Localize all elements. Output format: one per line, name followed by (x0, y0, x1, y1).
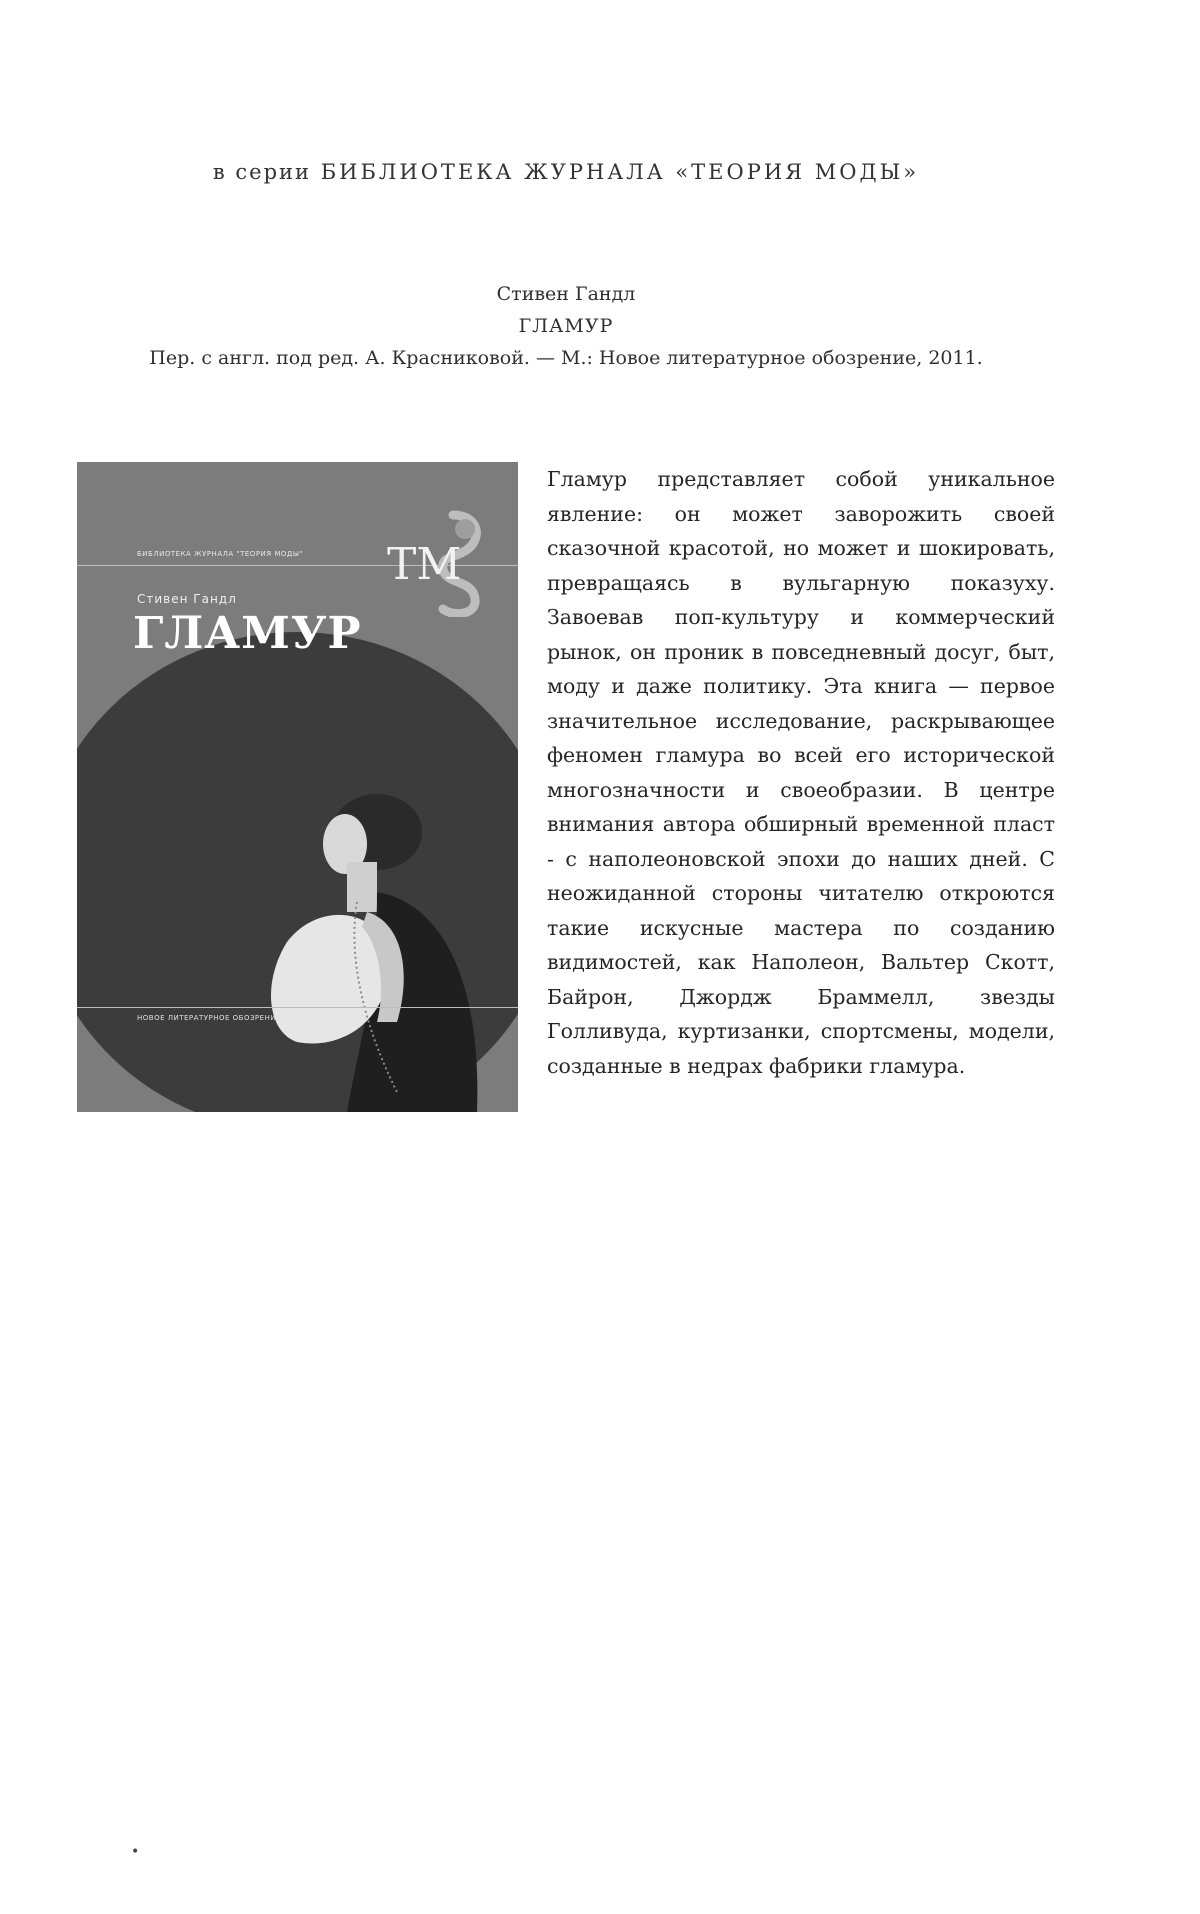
series-prefix: в серии (212, 160, 312, 184)
book-author: Стивен Гандл (496, 283, 636, 305)
book-title: ГЛАМУР (518, 315, 614, 337)
cover-logo-text: TM (387, 539, 462, 590)
series-name: БИБЛИОТЕКА ЖУРНАЛА «ТЕОРИЯ МОДЫ» (320, 160, 920, 184)
book-annotation: Гламур представляет собой уникальное явление: он может заворожить своей сказочной красотой, но может и шокировать, превращаясь в вульгарную показуху. Завоевав поп-культуру и коммерческий рынок, он проник в повседневный досуг, быт, моду и даже политику. Эта книга — первое значительное исследование, раскрывающее феномен гламура во всей его исторической многозначности и своеобразии. В центре внимания автора обширный временной пласт - с наполеоновской эпохи до наших дней. С неожиданной стороны читателю откроются такие искусные мастера по созданию видимостей, как Наполеон, Вальтер Скотт, Байрон, Джордж Браммелл, звезды Голливуда, куртизанки, спортсмены, модели, созданные в недрах фабрики гламура. (547, 467, 1055, 1078)
cover-author: Стивен Гандл (137, 592, 237, 606)
cover-bottom-rule (77, 1007, 518, 1008)
cover-publisher-line: НОВОЕ ЛИТЕРАТУРНОЕ ОБОЗРЕНИЕ (137, 1014, 282, 1022)
book-cover-image (77, 462, 518, 1112)
cover-series-line: БИБЛИОТЕКА ЖУРНАЛА "ТЕОРИЯ МОДЫ" (137, 550, 304, 558)
cover-portrait-illustration (227, 792, 487, 1112)
cover-title: ГЛАМУР (133, 608, 362, 659)
page-mark: • (131, 1844, 140, 1860)
book-info (0, 278, 1132, 374)
book-imprint: Пер. с англ. под ред. А. Красниковой. — М.: Новое литературное обозрение, 2011. (149, 347, 983, 369)
cover-logo (383, 507, 493, 617)
series-heading (0, 160, 1132, 184)
